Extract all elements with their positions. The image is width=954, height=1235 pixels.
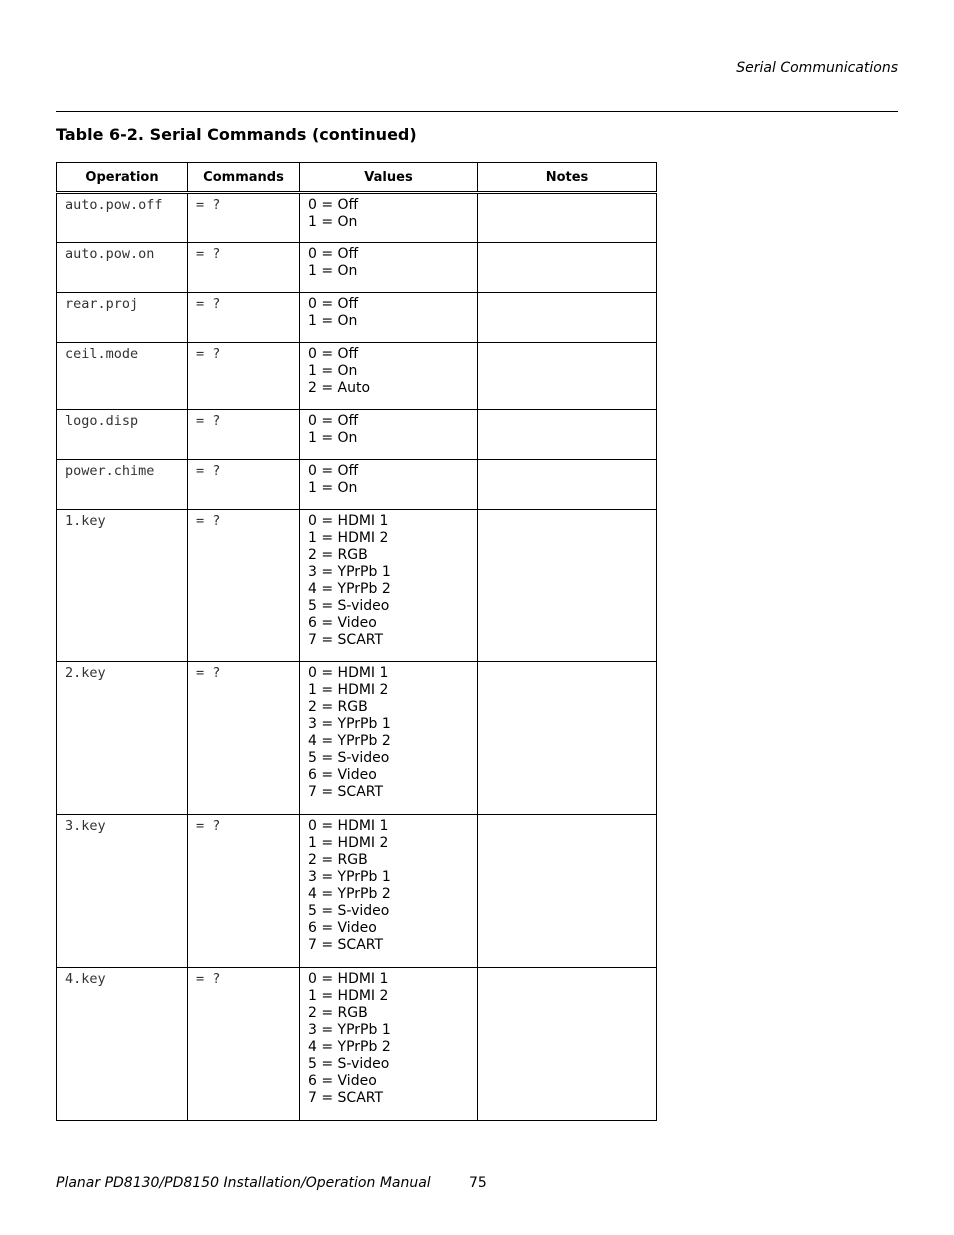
command-cell: = ? bbox=[188, 815, 300, 968]
value-line: 7 = SCART bbox=[308, 784, 384, 800]
column-header-values: Values bbox=[300, 163, 478, 193]
value-line: 3 = YPrPb 1 bbox=[308, 1022, 391, 1038]
command-cell: = ? bbox=[188, 193, 300, 243]
values-cell bbox=[300, 968, 478, 1121]
value-line: 1 = On bbox=[308, 363, 358, 379]
notes-cell bbox=[478, 243, 657, 293]
value-line: 5 = S-video bbox=[308, 750, 390, 766]
values-cell bbox=[300, 193, 478, 243]
value-line: 1 = On bbox=[308, 313, 358, 329]
value-line: 2 = Auto bbox=[308, 380, 371, 396]
command-cell: = ? bbox=[188, 243, 300, 293]
command-cell: = ? bbox=[188, 293, 300, 343]
values-cell bbox=[300, 460, 478, 510]
operation-cell: ceil.mode bbox=[57, 343, 188, 410]
table-row bbox=[57, 343, 657, 410]
values-cell bbox=[300, 815, 478, 968]
serial-commands-table bbox=[56, 162, 657, 1121]
running-header: Serial Communications bbox=[736, 60, 898, 76]
table-row bbox=[57, 243, 657, 293]
table-row bbox=[57, 410, 657, 460]
value-line: 1 = On bbox=[308, 214, 358, 230]
notes-cell bbox=[478, 460, 657, 510]
notes-cell bbox=[478, 968, 657, 1121]
command-cell: = ? bbox=[188, 460, 300, 510]
value-line: 2 = RGB bbox=[308, 1005, 368, 1021]
table-row bbox=[57, 968, 657, 1121]
operation-cell: 4.key bbox=[57, 968, 188, 1121]
value-line: 1 = On bbox=[308, 263, 358, 279]
value-line: 2 = RGB bbox=[308, 547, 368, 563]
values-cell bbox=[300, 293, 478, 343]
value-line: 0 = Off bbox=[308, 296, 359, 312]
value-line: 6 = Video bbox=[308, 1073, 377, 1089]
column-header-notes: Notes bbox=[478, 163, 657, 193]
header-rule bbox=[56, 111, 898, 112]
value-line: 0 = HDMI 1 bbox=[308, 971, 389, 987]
value-line: 0 = Off bbox=[308, 197, 359, 213]
value-line: 5 = S-video bbox=[308, 903, 390, 919]
notes-cell bbox=[478, 343, 657, 410]
table-header-row bbox=[57, 163, 657, 193]
footer-manual-title: Planar PD8130/PD8150 Installation/Operation Manual bbox=[56, 1175, 431, 1191]
value-line: 7 = SCART bbox=[308, 1090, 384, 1106]
command-cell: = ? bbox=[188, 410, 300, 460]
table-body bbox=[57, 193, 657, 1121]
value-line: 5 = S-video bbox=[308, 598, 390, 614]
table-row bbox=[57, 293, 657, 343]
table-row bbox=[57, 193, 657, 243]
value-line: 1 = HDMI 2 bbox=[308, 530, 389, 546]
page-number: 75 bbox=[469, 1175, 487, 1191]
notes-cell bbox=[478, 510, 657, 662]
value-line: 1 = On bbox=[308, 480, 358, 496]
operation-cell: power.chime bbox=[57, 460, 188, 510]
operation-cell: rear.proj bbox=[57, 293, 188, 343]
notes-cell bbox=[478, 293, 657, 343]
value-line: 1 = HDMI 2 bbox=[308, 682, 389, 698]
value-line: 6 = Video bbox=[308, 920, 377, 936]
value-line: 6 = Video bbox=[308, 615, 377, 631]
column-header-operation: Operation bbox=[57, 163, 188, 193]
value-line: 1 = On bbox=[308, 430, 358, 446]
value-line: 0 = Off bbox=[308, 346, 359, 362]
operation-cell: 3.key bbox=[57, 815, 188, 968]
value-line: 0 = HDMI 1 bbox=[308, 665, 389, 681]
operation-cell: logo.disp bbox=[57, 410, 188, 460]
notes-cell bbox=[478, 410, 657, 460]
value-line: 7 = SCART bbox=[308, 937, 384, 953]
values-cell bbox=[300, 510, 478, 662]
table-row bbox=[57, 662, 657, 815]
command-cell: = ? bbox=[188, 343, 300, 410]
values-cell bbox=[300, 243, 478, 293]
operation-cell: 2.key bbox=[57, 662, 188, 815]
value-line: 5 = S-video bbox=[308, 1056, 390, 1072]
value-line: 0 = HDMI 1 bbox=[308, 513, 389, 529]
column-header-commands: Commands bbox=[188, 163, 300, 193]
operation-cell: 1.key bbox=[57, 510, 188, 662]
command-cell: = ? bbox=[188, 662, 300, 815]
value-line: 0 = Off bbox=[308, 463, 359, 479]
notes-cell bbox=[478, 193, 657, 243]
command-cell: = ? bbox=[188, 510, 300, 662]
table-row bbox=[57, 460, 657, 510]
value-line: 0 = Off bbox=[308, 413, 359, 429]
value-line: 3 = YPrPb 1 bbox=[308, 716, 391, 732]
values-cell bbox=[300, 343, 478, 410]
value-line: 0 = HDMI 1 bbox=[308, 818, 389, 834]
value-line: 1 = HDMI 2 bbox=[308, 835, 389, 851]
table-row bbox=[57, 815, 657, 968]
value-line: 0 = Off bbox=[308, 246, 359, 262]
notes-cell bbox=[478, 662, 657, 815]
value-line: 4 = YPrPb 2 bbox=[308, 733, 391, 749]
value-line: 6 = Video bbox=[308, 767, 377, 783]
operation-cell: auto.pow.on bbox=[57, 243, 188, 293]
notes-cell bbox=[478, 815, 657, 968]
value-line: 1 = HDMI 2 bbox=[308, 988, 389, 1004]
values-cell bbox=[300, 662, 478, 815]
table-row bbox=[57, 510, 657, 662]
value-line: 4 = YPrPb 2 bbox=[308, 886, 391, 902]
value-line: 3 = YPrPb 1 bbox=[308, 869, 391, 885]
table-title: Table 6-2. Serial Commands (continued) bbox=[56, 125, 417, 144]
values-cell bbox=[300, 410, 478, 460]
value-line: 3 = YPrPb 1 bbox=[308, 564, 391, 580]
value-line: 4 = YPrPb 2 bbox=[308, 1039, 391, 1055]
operation-cell: auto.pow.off bbox=[57, 193, 188, 243]
command-cell: = ? bbox=[188, 968, 300, 1121]
value-line: 4 = YPrPb 2 bbox=[308, 581, 391, 597]
value-line: 2 = RGB bbox=[308, 699, 368, 715]
value-line: 2 = RGB bbox=[308, 852, 368, 868]
value-line: 7 = SCART bbox=[308, 632, 384, 648]
